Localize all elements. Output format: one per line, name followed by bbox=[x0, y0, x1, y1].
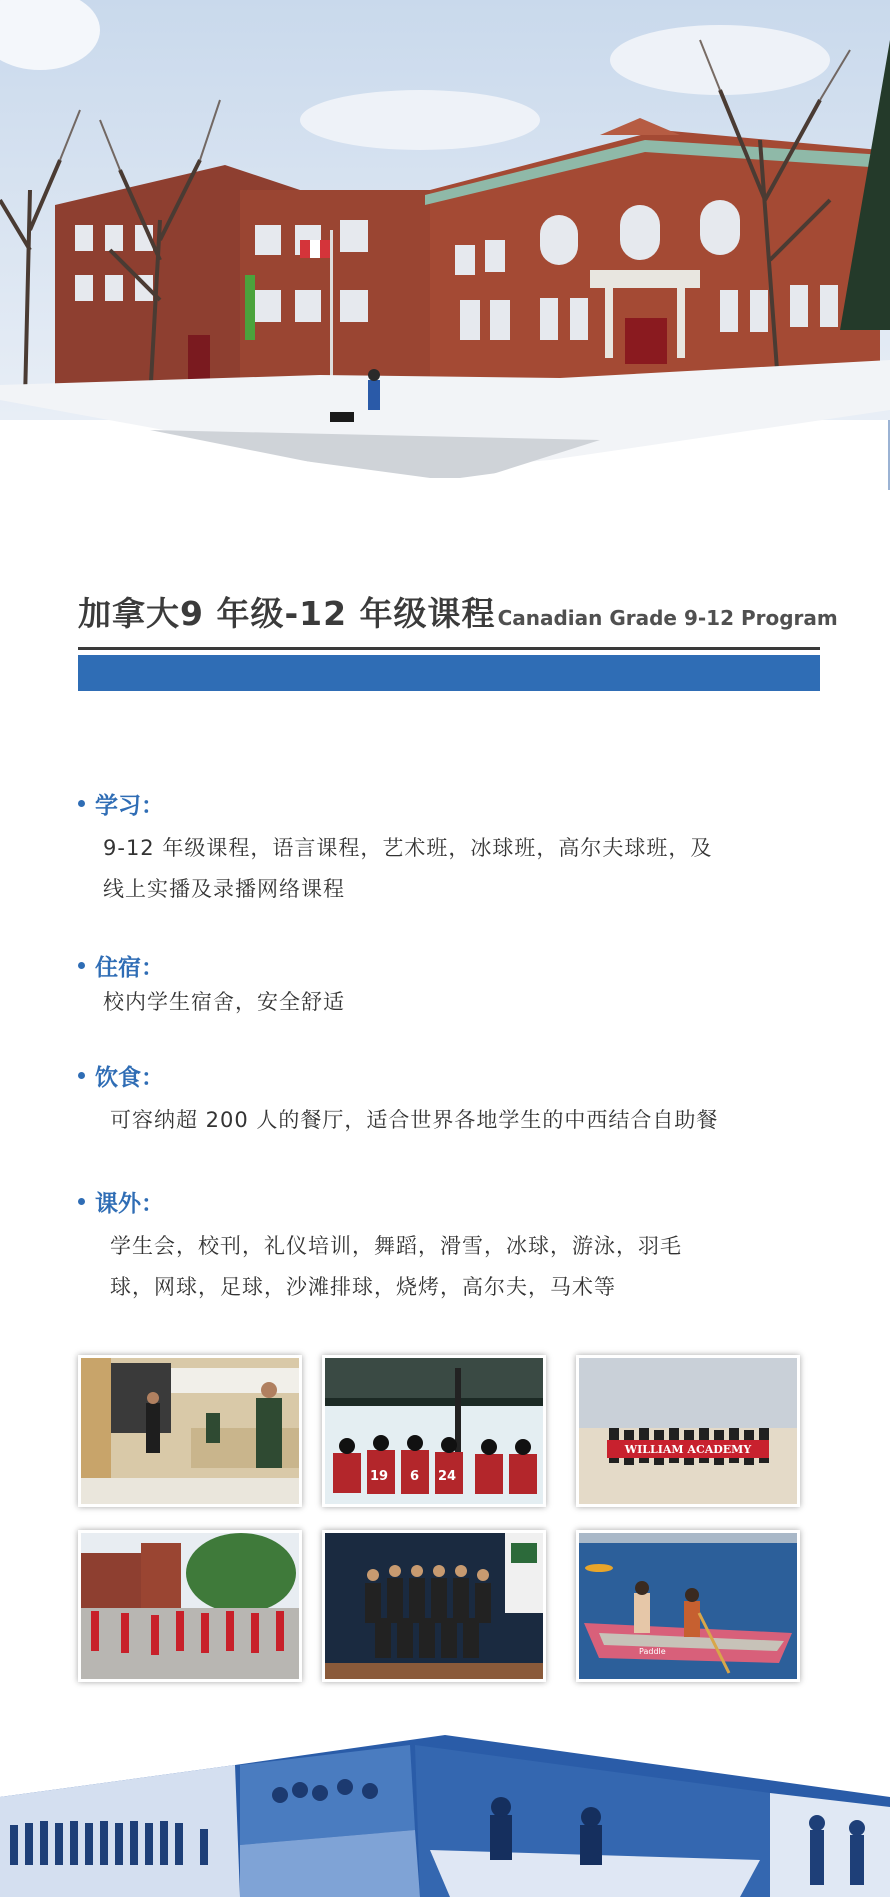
bullet-dot bbox=[78, 1198, 85, 1205]
title-divider-line bbox=[78, 647, 820, 650]
jersey-number: 6 bbox=[410, 1469, 420, 1484]
jersey-number: 19 bbox=[370, 1469, 389, 1484]
footer-photo-collage bbox=[0, 1735, 890, 1897]
photo-hockey-team bbox=[322, 1355, 546, 1507]
section-body bbox=[78, 1100, 818, 1141]
section-heading: 饮食： bbox=[95, 1065, 164, 1091]
hero-school-photo bbox=[0, 0, 890, 490]
photo-campus-parade bbox=[78, 1530, 302, 1682]
section-line: 可容纳超 200 人的餐厅，适合世界各地学生的中西结合自助餐 bbox=[110, 1108, 719, 1132]
section-line: 校内学生宿舍，安全舒适 bbox=[103, 990, 345, 1014]
section-heading: 住宿： bbox=[95, 955, 164, 981]
section-line: 9-12 年级课程，语言课程，艺术班，冰球班，高尔夫球班，及 bbox=[103, 836, 713, 860]
section-heading: 课外： bbox=[95, 1191, 164, 1217]
section-housing bbox=[78, 949, 818, 1023]
section-body bbox=[78, 828, 818, 910]
section-line: 球，网球，足球，沙滩排球，烧烤，高尔夫，马术等 bbox=[110, 1275, 616, 1299]
section-line: 学生会，校刊，礼仪培训，舞蹈，滑雪，冰球，游泳，羽毛 bbox=[110, 1234, 682, 1258]
section-body bbox=[78, 1226, 818, 1308]
section-extracurricular bbox=[78, 1185, 818, 1308]
program-title bbox=[78, 588, 838, 635]
title-chinese: 加拿大9 年级-12 年级课程 bbox=[78, 594, 496, 633]
photo-classroom bbox=[78, 1355, 302, 1507]
section-study bbox=[78, 787, 818, 910]
bullet-dot bbox=[78, 962, 85, 969]
title-blue-bar bbox=[78, 655, 820, 691]
photo-beach-banner bbox=[576, 1355, 800, 1507]
photo-basketball-team bbox=[322, 1530, 546, 1682]
bullet-dot bbox=[78, 800, 85, 807]
canoe-label: Paddle bbox=[639, 1647, 666, 1656]
section-heading: 学习： bbox=[95, 793, 164, 819]
section-line: 线上实播及录播网络课程 bbox=[103, 877, 345, 901]
section-body bbox=[78, 982, 818, 1023]
banner-text: WILLIAM ACADEMY bbox=[624, 1443, 752, 1456]
title-english: Canadian Grade 9-12 Program bbox=[497, 606, 838, 630]
jersey-number: 24 bbox=[438, 1469, 457, 1484]
bullet-dot bbox=[78, 1072, 85, 1079]
section-dining bbox=[78, 1059, 818, 1141]
photo-canoe bbox=[576, 1530, 800, 1682]
